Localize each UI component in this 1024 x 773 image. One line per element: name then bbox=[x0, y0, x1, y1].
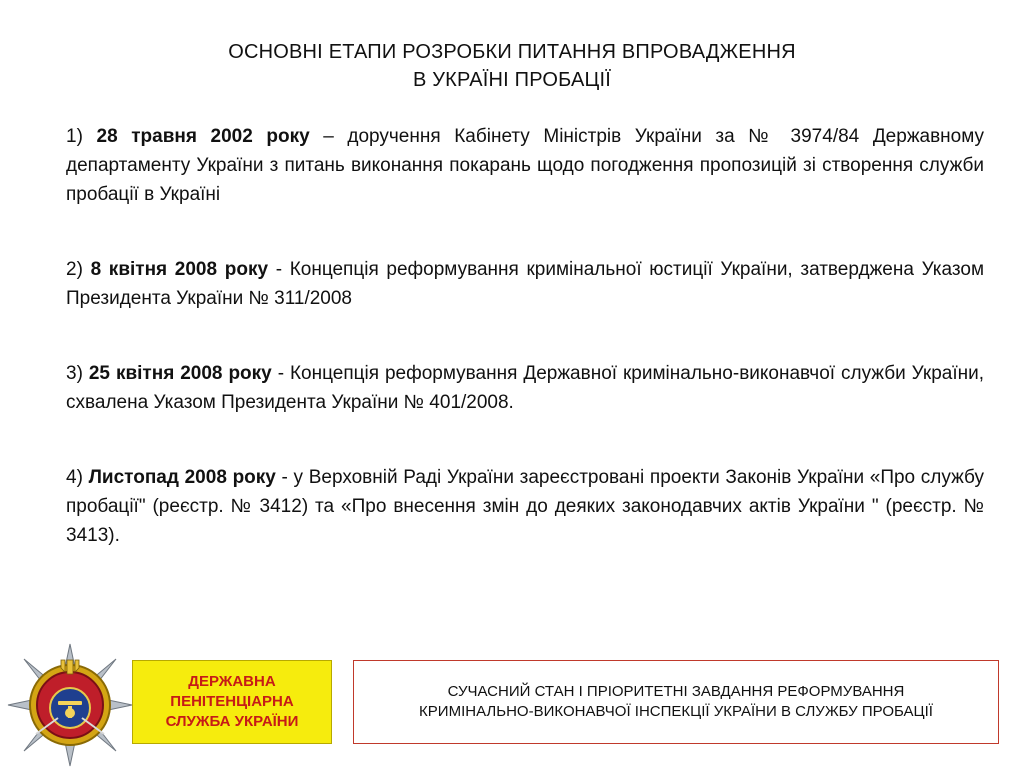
stage-item-1 bbox=[66, 122, 984, 209]
stage-number: 3) bbox=[66, 363, 83, 384]
stage-text: - у Верховній Раді України зареєстровані проекти Законів України «Про службу пробації" (реєстр. № 3412) та «Про внесення змін до деяких законодавчих актів України " (реєстр. № 3413). bbox=[66, 467, 984, 546]
stage-number: 4) bbox=[66, 467, 83, 488]
penitentiary-emblem-icon bbox=[6, 642, 134, 768]
stage-date: 25 квітня 2008 року bbox=[88, 363, 272, 384]
stage-text: - Концепція реформування кримінальної юстиції України, затверджена Указом Президента України № 311/2008 bbox=[66, 259, 985, 309]
page-title-line-2: В УКРАЇНІ ПРОБАЦІЇ bbox=[412, 69, 612, 91]
stage-item-2 bbox=[66, 255, 984, 313]
stage-text: – доручення Кабінету Міністрів України за № 3974/84 Державному департаменту України з питань виконання покарань щодо погодження пропозицій зі створення служби пробації в Україні bbox=[66, 126, 985, 205]
presentation-topic-box bbox=[353, 660, 999, 744]
org-name-line-3: СЛУЖБА УКРАЇНИ bbox=[165, 713, 299, 730]
stage-number: 1) bbox=[66, 126, 83, 147]
stage-date: Листопад 2008 року bbox=[88, 467, 276, 488]
stage-item-3 bbox=[66, 359, 984, 417]
org-name-line-1: ДЕРЖАВНА bbox=[188, 673, 276, 690]
org-name-box bbox=[132, 660, 332, 744]
stage-text: - Концепція реформування Державної кримінально-виконавчої служби України, схвалена Указом Президента України № 401/2008. bbox=[66, 363, 984, 413]
stage-date: 28 травня 2002 року bbox=[96, 126, 310, 147]
topic-line-1: СУЧАСНИЙ СТАН І ПРІОРИТЕТНІ ЗАВДАННЯ РЕФОРМУВАННЯ bbox=[447, 683, 905, 700]
stage-date: 8 квітня 2008 року bbox=[90, 259, 269, 280]
topic-line-2: КРИМІНАЛЬНО-ВИКОНАВЧОЇ ІНСПЕКЦІЇ УКРАЇНИ В СЛУЖБУ ПРОБАЦІЇ bbox=[419, 703, 933, 720]
page-title bbox=[0, 38, 1024, 94]
stage-item-4 bbox=[66, 463, 984, 550]
stage-number: 2) bbox=[66, 259, 83, 280]
stages-list bbox=[66, 122, 984, 596]
org-name-line-2: ПЕНІТЕНЦІАРНА bbox=[170, 693, 294, 710]
page-title-line-1: ОСНОВНІ ЕТАПИ РОЗРОБКИ ПИТАННЯ ВПРОВАДЖЕННЯ bbox=[228, 41, 796, 63]
